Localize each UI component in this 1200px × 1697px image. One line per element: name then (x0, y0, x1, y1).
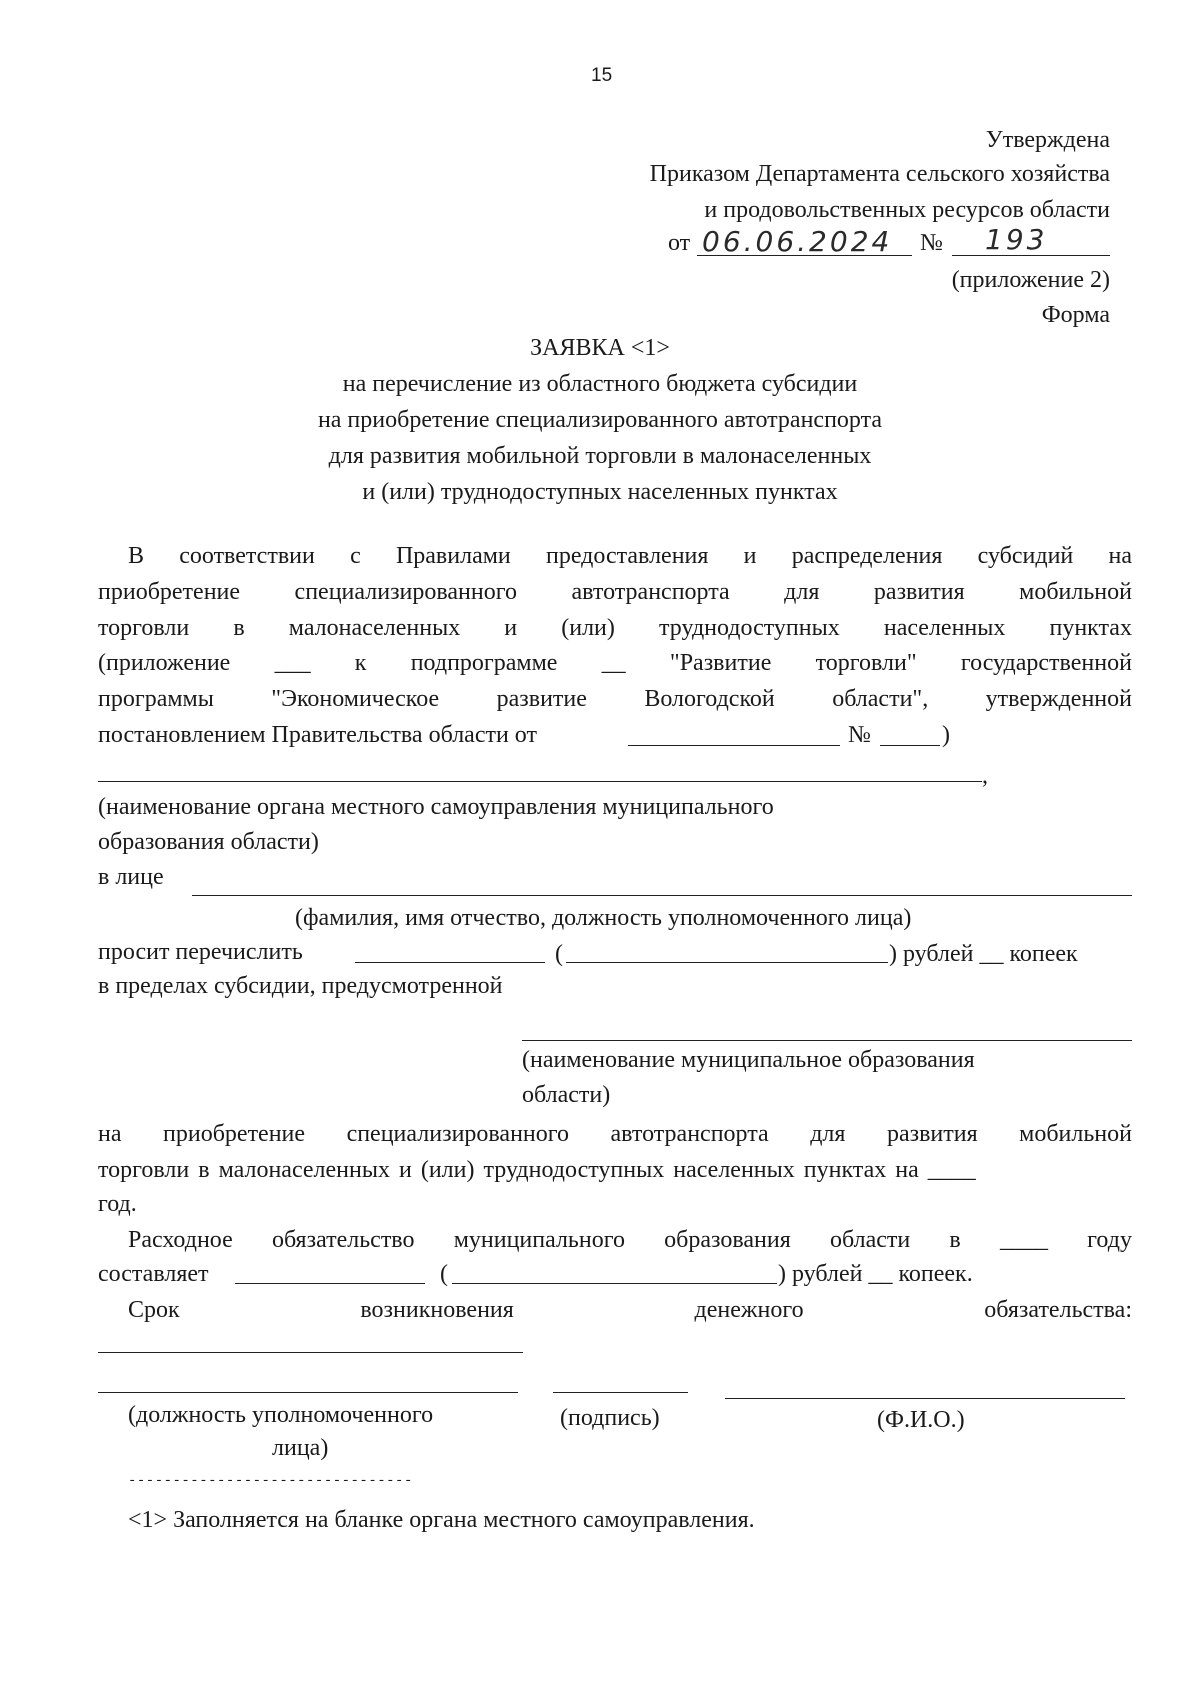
purpose-line-3: год. (98, 1191, 137, 1217)
word: в (949, 1227, 961, 1253)
word: в (233, 615, 245, 641)
word: населенных (883, 615, 1006, 641)
person-field[interactable] (192, 895, 1132, 896)
obligation-rubles-kopecks: ) рублей __ копеек. (778, 1261, 973, 1287)
word: на (98, 1121, 122, 1147)
organ-name-field[interactable] (98, 781, 982, 782)
word: "Экономическое (271, 686, 440, 712)
word: Правилами (395, 543, 511, 569)
word: Расходное (128, 1227, 233, 1253)
word: (или) (561, 615, 615, 641)
word: мобильной (1019, 1121, 1132, 1147)
word: приобретение (163, 1121, 306, 1147)
position-caption-2: лица) (272, 1435, 329, 1461)
word: труднодоступных (658, 615, 840, 641)
amount-rubles-kopecks: ) рублей __ копеек (889, 941, 1078, 967)
approval-form: Форма (1041, 302, 1110, 328)
word: торговли" (815, 650, 917, 676)
word: предоставления (545, 543, 709, 569)
page-number: 15 (591, 65, 613, 86)
word: для (784, 579, 820, 605)
position-caption-1: (должность уполномоченного (128, 1402, 434, 1428)
approval-number-sign: № (920, 230, 943, 256)
organ-comma: , (982, 763, 988, 789)
word: торговли (98, 615, 190, 641)
word: подпрограмме (410, 650, 558, 676)
approval-line-3: и продовольственных ресурсов области (704, 197, 1110, 223)
word: области", (832, 686, 929, 712)
term-line (128, 1298, 1132, 1322)
word: обязательство (271, 1227, 415, 1253)
word: В (128, 543, 145, 569)
amount-words-field[interactable] (566, 962, 888, 963)
word: для (810, 1121, 846, 1147)
body-line-5 (98, 687, 1132, 711)
title-line-4: и (или) труднодоступных населенных пунктах (362, 479, 838, 505)
body-line-6-text: постановлением Правительства области от (98, 722, 537, 748)
word: на (1108, 543, 1132, 569)
word: ____ (999, 1227, 1048, 1253)
word: Вологодской (644, 686, 775, 712)
title-line-2: на приобретение специализированного автотранспорта (317, 407, 883, 433)
title-line-3: для развития мобильной торговли в малонаселенных (328, 443, 872, 469)
request-label: просит перечислить (98, 939, 303, 965)
word: ___ (274, 650, 311, 676)
footnote-separator: -------------------------------- (128, 1473, 413, 1489)
obligation-amount-label: составляет (98, 1261, 209, 1287)
regulation-close-paren: ) (942, 722, 950, 748)
word: автотранспорта (571, 579, 730, 605)
word: малонаселенных (288, 615, 461, 641)
purpose-line-1 (98, 1122, 1132, 1146)
position-sign-line[interactable] (98, 1392, 518, 1393)
person-caption: (фамилия, имя отчество, должность уполномоченного лица) (295, 905, 912, 931)
approval-appendix: (приложение 2) (951, 267, 1110, 293)
obligation-amount-field[interactable] (235, 1283, 425, 1284)
word: развития (873, 579, 965, 605)
title-line-1: на перечисление из областного бюджета субсидии (342, 371, 858, 397)
body-line-3 (98, 616, 1132, 640)
approval-date: 06.06.2024 (702, 225, 893, 258)
word: и (743, 543, 757, 569)
word: соответствии (179, 543, 315, 569)
word: пунктах (1049, 615, 1132, 641)
word: Срок (128, 1297, 180, 1323)
term-field[interactable] (98, 1352, 523, 1353)
word: муниципального (453, 1227, 625, 1253)
word: (приложение (98, 650, 231, 676)
document-title: ЗАЯВКА <1> (530, 335, 670, 361)
signature-caption: (подпись) (560, 1405, 660, 1431)
approval-from-label: от (668, 230, 691, 256)
approval-line-2: Приказом Департамента сельского хозяйства (649, 161, 1110, 187)
word: с (350, 543, 361, 569)
municipality-caption-1: (наименование муниципальное образования (522, 1047, 975, 1073)
word: возникновения (360, 1297, 514, 1323)
regulation-date-field[interactable] (628, 745, 840, 746)
obligation-line-1 (128, 1228, 1132, 1252)
regulation-number-field[interactable] (880, 745, 940, 746)
amount-field[interactable] (355, 962, 545, 963)
word: и (504, 615, 518, 641)
purpose-line-2: торговли в малонаселенных и (или) труднодоступных населенных пунктах на ____ (98, 1157, 976, 1183)
amount-open-paren: ( (555, 941, 563, 967)
word: денежного (694, 1297, 804, 1323)
word: развитие (496, 686, 587, 712)
footnote-text: <1> Заполняется на бланке органа местного самоуправления. (128, 1507, 755, 1533)
organ-caption-1: (наименование органа местного самоуправления муниципального (98, 794, 774, 820)
body-line-1 (128, 544, 1132, 568)
word: государственной (960, 650, 1132, 676)
word: образования (664, 1227, 791, 1253)
word: утвержденной (985, 686, 1132, 712)
signature-sign-line[interactable] (553, 1392, 688, 1393)
word: году (1087, 1227, 1132, 1253)
word: программы (98, 686, 214, 712)
word: к (354, 650, 367, 676)
municipality-caption-2: области) (522, 1082, 611, 1108)
within-subsidy: в пределах субсидии, предусмотренной (98, 973, 503, 999)
word: развития (886, 1121, 978, 1147)
fio-sign-line[interactable] (725, 1398, 1125, 1399)
regulation-number-sign: № (848, 722, 871, 748)
obligation-open-paren: ( (440, 1261, 448, 1287)
approval-line-1: Утверждена (985, 127, 1110, 153)
word: специализированного (294, 579, 517, 605)
word: мобильной (1019, 579, 1132, 605)
in-person-label: в лице (98, 864, 164, 890)
obligation-words-field[interactable] (452, 1283, 777, 1284)
municipality-field[interactable] (522, 1040, 1132, 1041)
word: автотранспорта (610, 1121, 769, 1147)
approval-number: 193 (985, 223, 1048, 256)
body-line-2 (98, 580, 1132, 604)
word: обязательства: (984, 1297, 1132, 1323)
word: распределения (791, 543, 943, 569)
fio-caption: (Ф.И.О.) (877, 1407, 965, 1433)
word: специализированного (346, 1121, 570, 1147)
word: приобретение (98, 579, 241, 605)
body-line-4 (98, 651, 1132, 675)
word: субсидий (977, 543, 1074, 569)
word: области (829, 1227, 911, 1253)
organ-caption-2: образования области) (98, 829, 319, 855)
word: "Развитие (669, 650, 772, 676)
word: __ (601, 650, 626, 676)
